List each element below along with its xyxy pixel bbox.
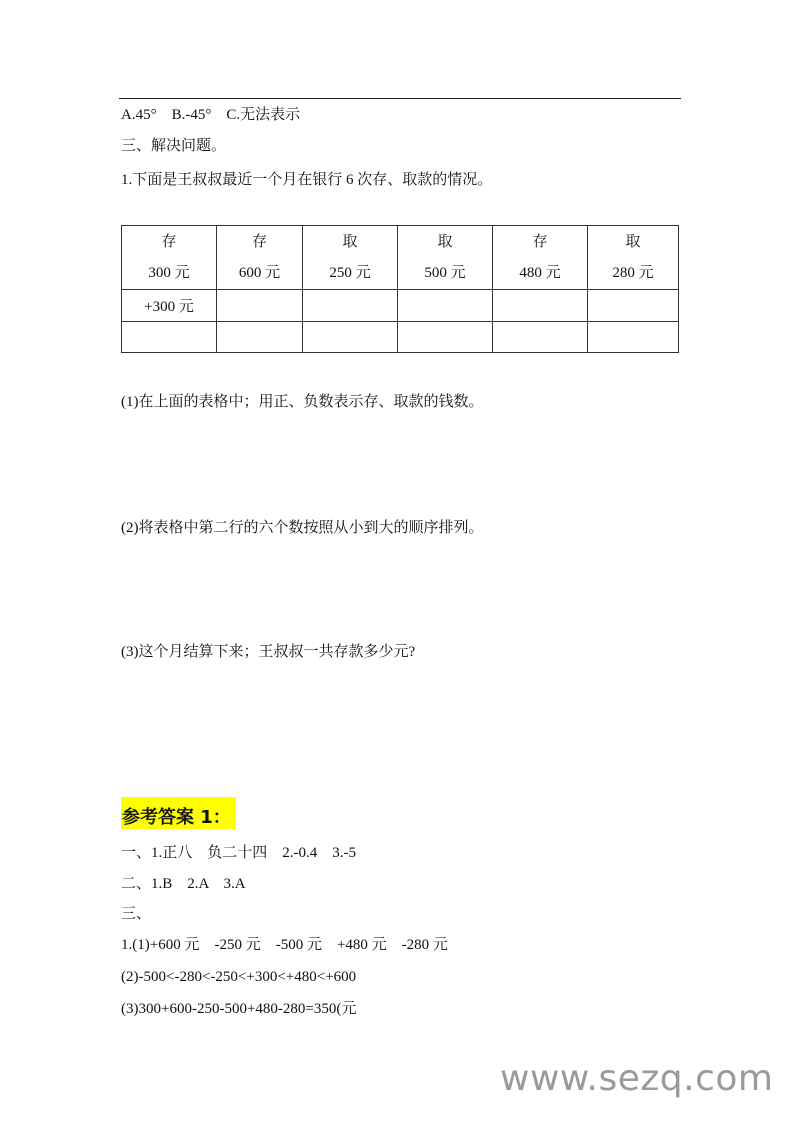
table-cell bbox=[217, 226, 303, 290]
table-cell bbox=[217, 322, 303, 353]
table-cell bbox=[398, 226, 493, 290]
table-cell bbox=[303, 226, 398, 290]
table-row bbox=[122, 290, 679, 322]
question-2: (2)将表格中第二行的六个数按照从小到大的顺序排列。 bbox=[121, 520, 484, 536]
top-rule bbox=[119, 98, 681, 99]
answer-line: (2)-500<-280<-250<+300<+480<+600 bbox=[121, 969, 357, 985]
cell-amount: 480 元 bbox=[519, 264, 561, 281]
table-cell bbox=[122, 322, 217, 353]
table-row bbox=[122, 322, 679, 353]
cell-type: 存 bbox=[251, 233, 267, 250]
cell-type: 取 bbox=[342, 233, 358, 250]
cell-amount: 280 元 bbox=[612, 264, 654, 281]
table-cell bbox=[493, 226, 588, 290]
cell-type: 取 bbox=[437, 233, 453, 250]
cell-amount: 600 元 bbox=[238, 264, 281, 281]
question-3: (3)这个月结算下来；王叔叔一共存款多少元? bbox=[121, 644, 416, 660]
table-cell bbox=[217, 290, 303, 322]
answer-heading: 参考答案 1： bbox=[122, 807, 231, 828]
cell-amount: 300 元 bbox=[148, 264, 190, 281]
options-line: A.45° B.-45° C.无法表示 bbox=[121, 107, 301, 123]
table-cell bbox=[303, 290, 398, 322]
table-cell bbox=[588, 226, 679, 290]
table-cell bbox=[493, 322, 588, 353]
table-cell bbox=[122, 226, 217, 290]
answer-line: 1.(1)+600 元 -250 元 -500 元 +480 元 -280 元 bbox=[121, 937, 448, 953]
answer-line: 三、 bbox=[121, 906, 152, 922]
answer-line: (3)300+600-250-500+480-280=350(元 bbox=[121, 1001, 357, 1017]
cell-type: 存 bbox=[532, 233, 548, 250]
cell-type: 存 bbox=[161, 233, 177, 250]
table-cell bbox=[493, 290, 588, 322]
table-row bbox=[122, 226, 679, 290]
table-cell bbox=[398, 322, 493, 353]
table-cell bbox=[588, 322, 679, 353]
cell-amount: 500 元 bbox=[424, 264, 466, 281]
table-cell: +300 元 bbox=[122, 290, 217, 322]
question-1: (1)在上面的表格中；用正、负数表示存、取款的钱数。 bbox=[121, 394, 484, 410]
answer-line: 一、1.正八 负二十四 2.-0.4 3.-5 bbox=[121, 845, 356, 861]
watermark: www.sezq.com bbox=[500, 1058, 774, 1099]
cell-amount: 250 元 bbox=[329, 264, 371, 281]
cell-type: 取 bbox=[625, 233, 641, 250]
problem-intro: 1.下面是王叔叔最近一个月在银行 6 次存、取款的情况。 bbox=[121, 172, 493, 188]
answer-line: 二、1.B 2.A 3.A bbox=[121, 876, 246, 892]
table-cell bbox=[398, 290, 493, 322]
section-title: 三、解决问题。 bbox=[121, 138, 227, 154]
table-cell bbox=[303, 322, 398, 353]
table-cell bbox=[588, 290, 679, 322]
deposit-withdraw-table bbox=[121, 225, 679, 353]
